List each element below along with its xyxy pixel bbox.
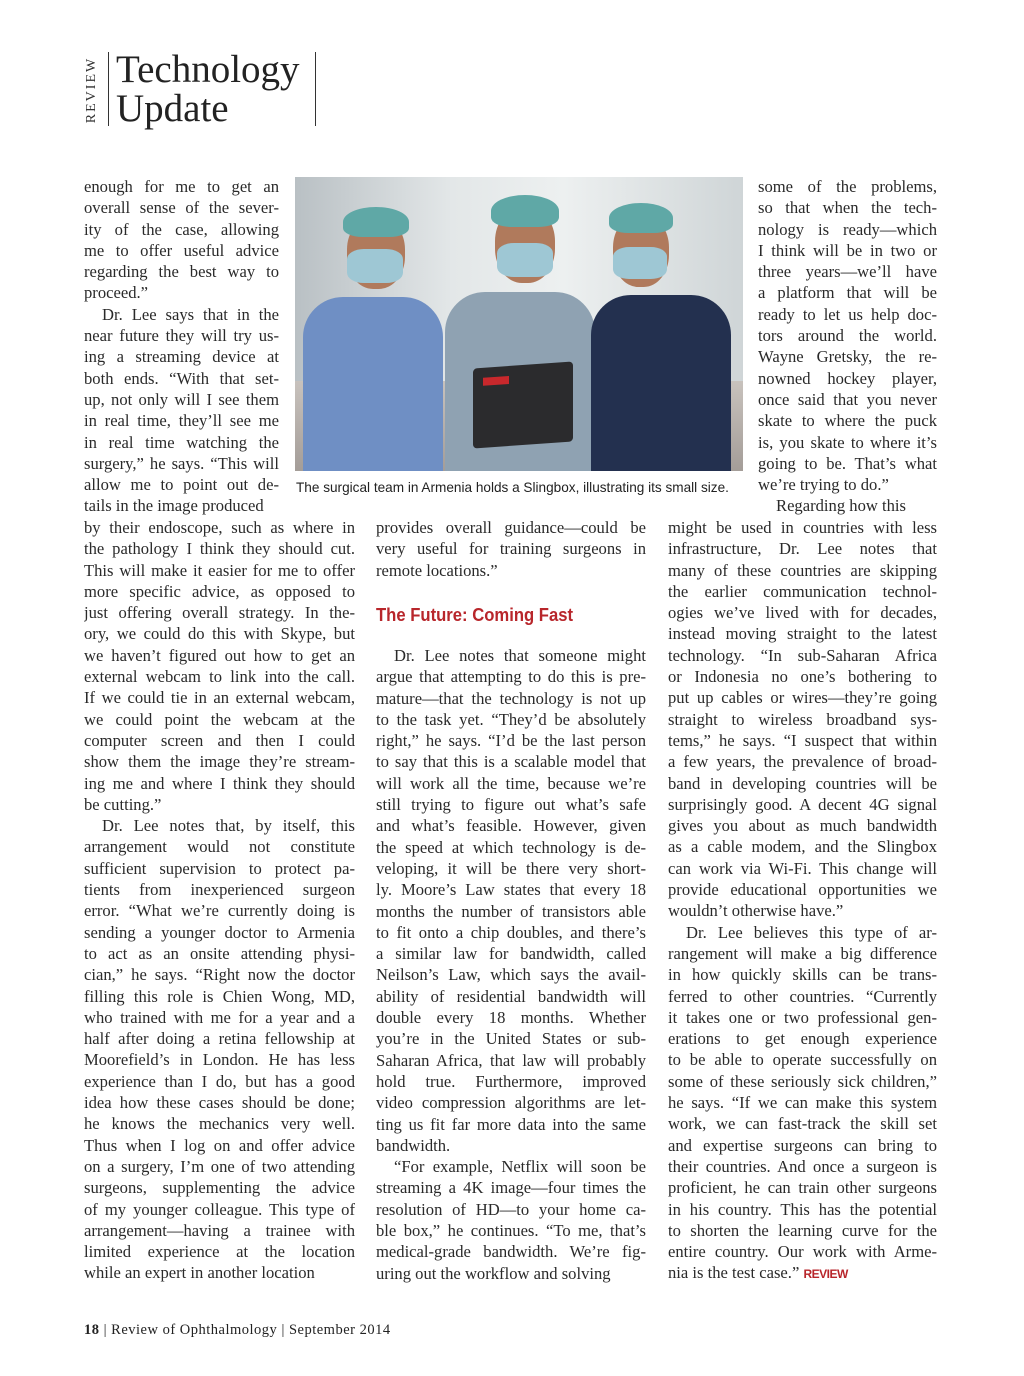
- text-line: instead moving straight to the latest: [668, 624, 937, 644]
- text-line: Thus when I log on and offer advice: [84, 1135, 355, 1155]
- text-line: as a cable modem, and the Slingbox: [668, 837, 937, 857]
- column-3-top: [758, 176, 937, 517]
- text-line: to the task yet. “They’d be absolutely: [376, 709, 646, 729]
- text-line: video compression algorithms are let-: [376, 1093, 646, 1113]
- text-line: enough for me to get an: [84, 177, 279, 196]
- text-line: resolution of HD—to your home ca-: [376, 1199, 646, 1219]
- issue-date: September 2014: [288, 1322, 391, 1338]
- text-line: ogies we’ve lived with for decades,: [668, 603, 937, 623]
- text-line: double every 18 months. Whether: [376, 1008, 646, 1028]
- text-line: be cutting.”: [84, 794, 162, 814]
- text-line: might be used in countries with less: [668, 518, 937, 537]
- text-line: he says. “If we can make this system: [668, 1093, 937, 1113]
- text-line: Saharan Africa, that law will probably: [376, 1050, 646, 1070]
- slingbox-device: [473, 362, 573, 449]
- text-line: still trying to figure out what’s safe: [376, 795, 646, 815]
- text-line: arrangement—having a trainee with: [84, 1220, 355, 1240]
- text-line: tors around the world.: [758, 326, 937, 346]
- text-line: months the number of transistors able: [376, 901, 646, 921]
- text-line: we haven’t figured out how to get an: [84, 645, 355, 665]
- text-line: their countries. And once a surgeon is: [668, 1156, 937, 1176]
- text-line: gives you about as much bandwidth: [668, 816, 937, 836]
- text-line: ing me and where I think they should: [84, 773, 355, 793]
- text-line: work, we can fast-track the skill set: [668, 1114, 937, 1134]
- text-line: veloping, it will be there very short-: [376, 858, 646, 878]
- text-line: the pathology I think they should cut.: [84, 539, 355, 559]
- text-line: nowned hockey player,: [758, 368, 937, 388]
- text-line: Dr. Lee notes that, by itself, this: [102, 816, 355, 836]
- text-line: tients from inexperienced surgeon: [84, 880, 355, 900]
- text-line: This will make it easier for me to offer: [84, 560, 355, 580]
- text-line: remote locations.”: [376, 560, 498, 580]
- text-line: band in developing countries will be: [668, 773, 937, 793]
- text-line: put up cables or wires—they’re going: [668, 688, 937, 708]
- text-line: he knows the mechanics very well.: [84, 1114, 355, 1134]
- text-line: infrastructure, Dr. Lee notes that: [668, 539, 937, 559]
- text-line: ble box,” he continues. “To me, that’s: [376, 1221, 646, 1241]
- text-line: Regarding how this: [776, 496, 906, 516]
- text-line: in how quickly skills can be trans-: [668, 965, 937, 985]
- text-line: both ends. “With that set-: [84, 368, 279, 388]
- text-line: or Indonesia no one’s bothering to: [668, 667, 937, 687]
- text-line: we’re trying to do.”: [758, 475, 889, 495]
- text-line: to shorten the learning curve for the: [668, 1220, 937, 1240]
- text-line: the earlier communication technol-: [668, 581, 937, 601]
- text-line: you’re in the United States or sub-: [376, 1029, 646, 1049]
- column-1-bottom: [84, 517, 355, 1284]
- text-line: erations to get enough experience: [668, 1029, 937, 1049]
- text-line: proceed.”: [84, 283, 149, 303]
- text-line: in his country. This has the potential: [668, 1199, 937, 1219]
- text-line: up, not only will I see them: [84, 389, 279, 409]
- text-line: a few years, the prevalence of broad-: [668, 752, 937, 772]
- text-line: tems,” he says. “I suspect that within: [668, 730, 937, 750]
- text-line: hold true. Furthermore, improved: [376, 1071, 646, 1091]
- text-line: provide educational opportunities we: [668, 880, 937, 900]
- text-line: to act as an onsite attending physi-: [84, 943, 355, 963]
- text-line: a similar law for bandwidth, called: [376, 944, 646, 964]
- text-line: show them the image they’re stream-: [84, 752, 355, 772]
- text-line: I think will be in two or: [758, 240, 937, 260]
- publication-name: Review of Ophthalmology: [111, 1322, 278, 1338]
- text-line: If we could tie in an external webcam,: [84, 688, 355, 708]
- text-line: going to be. That’s what: [758, 453, 937, 473]
- text-line: we could point the webcam at the: [84, 709, 355, 729]
- text-line: uring out the workflow and solving: [376, 1263, 611, 1283]
- text-line: Dr. Lee notes that someone might: [394, 646, 646, 665]
- text-line: Wayne Gretsky, the re-: [758, 347, 937, 367]
- text-line: overall sense of the sever-: [84, 198, 279, 218]
- text-line: arrangement would not constitute: [84, 837, 355, 857]
- text-line: more specific advice, as opposed to: [84, 581, 355, 601]
- section-title: Technology Update: [116, 48, 300, 130]
- text-line: surprisingly good. A decent 4G signal: [668, 794, 937, 814]
- text-line: Moorefield’s in London. He has less: [84, 1050, 355, 1070]
- text-line: the speed at which technology is de-: [376, 837, 646, 857]
- text-line: on a surgery, I’m one of two attending: [84, 1156, 355, 1176]
- text-line: rangement will make a big difference: [668, 943, 937, 963]
- text-line: Dr. Lee says that in the: [102, 304, 279, 324]
- text-line: “For example, Netflix will soon be: [394, 1157, 646, 1177]
- text-line: many of these countries are skipping: [668, 560, 937, 580]
- text-line: ability of residential bandwidth will: [376, 986, 646, 1006]
- text-line: Neilson’s Law, which says the avail-: [376, 965, 646, 985]
- text-line: ting us fit far more data into the same: [376, 1114, 646, 1134]
- text-line: while an expert in another location: [84, 1263, 315, 1283]
- column-2-bottom: [376, 645, 646, 1284]
- text-line: ready to let us help doc-: [758, 304, 937, 324]
- column-3-bottom: [668, 517, 937, 1286]
- text-line: some of these seriously sick children,”: [668, 1071, 937, 1091]
- text-line: ory, we could do this with Skype, but: [84, 624, 355, 644]
- text-line: straight to wireless broadband sys-: [668, 709, 937, 729]
- text-line: streaming a 4K image—four times the: [376, 1178, 646, 1198]
- text-line: surgeons, supplementing the advice: [84, 1178, 355, 1198]
- end-mark: REVIEW: [803, 1267, 848, 1282]
- text-line: some of the problems,: [758, 177, 937, 196]
- text-line: once said that you never: [758, 389, 937, 409]
- text-line: sufficient supervision to protect pa-: [84, 858, 355, 878]
- text-line: idea how these cases should be done;: [84, 1093, 355, 1113]
- text-line: limited experience at the location: [84, 1242, 355, 1262]
- surgical-team-photo: [295, 177, 743, 471]
- text-line: ly. Moore’s Law states that every 18: [376, 880, 646, 900]
- subheading: The Future: Coming Fast: [376, 604, 574, 625]
- text-line: argue that attempting to do this is pre-: [376, 667, 646, 687]
- text-line: and what’s feasible. However, given: [376, 816, 646, 836]
- text-line: who trained with me for a year and a: [84, 1007, 355, 1027]
- text-line: can work via Wi-Fi. This change will: [668, 858, 937, 878]
- text-line: so that when the tech-: [758, 198, 937, 218]
- text-line: a platform that will be: [758, 283, 937, 303]
- text-line: skate to where the puck: [758, 411, 937, 431]
- header-divider-left: [108, 52, 109, 126]
- text-line: tails in the image produced: [84, 496, 264, 516]
- text-line: Dr. Lee believes this type of ar-: [686, 922, 937, 942]
- text-line: wouldn’t otherwise have.”: [668, 901, 844, 921]
- text-line: provides overall guidance—could be: [376, 518, 646, 537]
- text-line: just offering overall strategy. In the-: [84, 603, 355, 623]
- text-line: regarding the best way to: [84, 262, 279, 282]
- text-line: by their endoscope, such as where in: [84, 518, 355, 537]
- text-line: computer screen and then I could: [84, 730, 355, 750]
- text-line: entire country. Our work with Arme-: [668, 1242, 937, 1262]
- text-line: bandwidth.: [376, 1135, 451, 1155]
- column-2-top: [376, 517, 646, 581]
- text-line: nology is ready—which: [758, 219, 937, 239]
- text-line: in real time, they’ll see me: [84, 411, 279, 431]
- text-line: ity of the case, allowing: [84, 219, 279, 239]
- text-line: three years—we’ll have: [758, 262, 937, 282]
- text-line: to say that this is a scalable model that: [376, 752, 646, 772]
- text-line: right,” he says. “I’d be the last person: [376, 731, 646, 751]
- text-line: medical-grade bandwidth. We’re fig-: [376, 1242, 646, 1262]
- text-line: proficient, he can train other surgeons: [668, 1178, 937, 1198]
- text-line: experience than I do, but has a good: [84, 1071, 355, 1091]
- text-line: sending a younger doctor to Armenia: [84, 922, 355, 942]
- text-line: filling this role is Chien Wong, MD,: [84, 986, 355, 1006]
- text-line: very useful for training surgeons in: [376, 539, 646, 559]
- text-line: near future they will try us-: [84, 326, 279, 346]
- text-line: technology. “In sub-Saharan Africa: [668, 645, 937, 665]
- text-line: is, you skate to where it’s: [758, 432, 937, 452]
- text-line: external webcam to link into the call.: [84, 667, 355, 687]
- page-number: 18: [84, 1322, 100, 1338]
- text-line: half after doing a retina fellowship at: [84, 1029, 355, 1049]
- section-vertical-label: REVIEW: [84, 56, 99, 124]
- column-1-top: [84, 176, 279, 517]
- text-line: ferred to other countries. “Currently: [668, 986, 937, 1006]
- text-line: me to offer useful advice: [84, 240, 279, 260]
- photo-caption: The surgical team in Armenia holds a Slingbox, illustrating its small size.: [296, 480, 729, 495]
- text-line: of my younger colleague. This type of: [84, 1199, 355, 1219]
- text-line: to be able to operate successfully on: [668, 1050, 937, 1070]
- text-line: error. “What we’re currently doing is: [84, 901, 355, 921]
- text-line: allow me to point out de-: [84, 475, 279, 495]
- text-line: it takes one or two professional gen-: [668, 1007, 937, 1027]
- text-line: in real time watching the: [84, 432, 279, 452]
- text-line: mature—that the technology is not up: [376, 688, 646, 708]
- text-line: cian,” he says. “Right now the doctor: [84, 965, 355, 985]
- text-line: to fit onto a chip doubles, and there’s: [376, 922, 646, 942]
- text-line: will work all the time, because we’re: [376, 773, 646, 793]
- text-line: nia is the test case.” REVIEW: [668, 1263, 848, 1283]
- page-footer: 18 | Review of Ophthalmology | September 2014: [84, 1322, 391, 1338]
- text-line: ing a streaming device at: [84, 347, 279, 367]
- header-divider-right: [315, 52, 316, 126]
- text-line: surgery,” he says. “This will: [84, 453, 279, 473]
- text-line: and expertise surgeons can bring to: [668, 1135, 937, 1155]
